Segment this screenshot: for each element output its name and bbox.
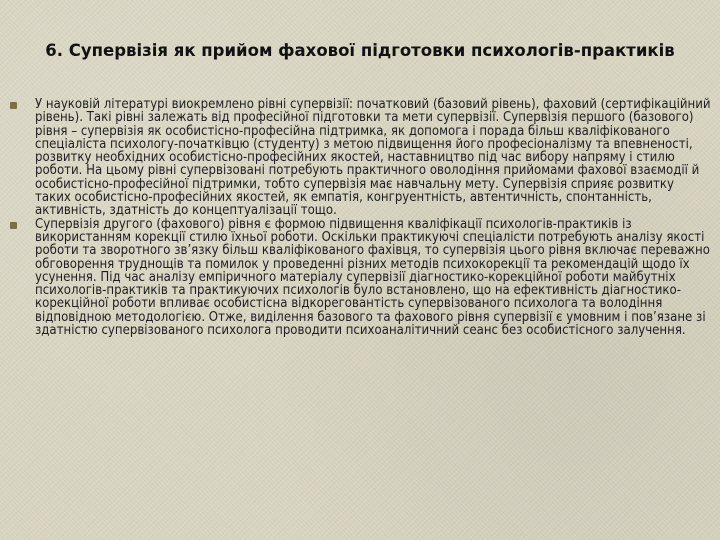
- bullet-text: У науковій літературі виокремлено рівні супервізії: початковий (базовий рівень), фаховий (сертифікаційний рівень). Такі рівні залежать від професійної підготовки та мети супервізії. Супервізія першого (базового) рівня – супервізія як особистісно-професійна підтримка, як допомога і порада більш кваліфікованого спеціаліста психологу-початківцю (студенту) з метою підвищення його професіоналізму та впевненості, розвитку необхідних особистісно-професійних якостей, наставництво під час вибору напряму і стилю роботи. На цьому рівні супервізовані потребують практичного оволодіння прийомами фахової взаємодії й особистісно-професійної підтримки, тобто супервізія має навчальну мету. Супервізія сприяє розвитку таких особистісно-професійних якостей, як емпатія, конгруентність, автентичність, спонтанність, активність, здатність до концептуалізації тощо.: [35, 97, 711, 219]
- bullet-item: [10, 218, 712, 338]
- bullet-text: Супервізія другого (фахового) рівня є формою підвищення кваліфікації психологів-практиків із використанням корекції стилю їхньої роботи. Оскільки практикуючі спеціалісти потребують аналізу якості роботи та зворотного зв’язку більш кваліфікованого фахівця, то супервізія цього рівня включає переважно обговорення труднощів та помилок у проведенні різних методів психокорекції та рекомендацій щодо їх усунення. Під час аналізу емпіричного матеріалу супервізії діагностико-корекційної роботи майбутніх психологів-практиків та практикуючих психологів було встановлено, що на ефективність діагностико-корекційної роботи впливає особистісна відкореговантість супервізованого психолога та володіння відповідною методологією. Отже, виділення базового та фахового рівня супервізії є умовним і пов’язане зі здатністю супервізованого психолога проводити психоаналітичний сеанс без особистісного залучення.: [35, 216, 710, 339]
- square-bullet-icon: [10, 102, 17, 109]
- bullet-item: [10, 98, 712, 218]
- bullet-list: [10, 98, 712, 337]
- slide-title: 6. Супервізія як прийом фахової підготовки психологів-практиків: [45, 41, 675, 60]
- square-bullet-icon: [10, 222, 17, 229]
